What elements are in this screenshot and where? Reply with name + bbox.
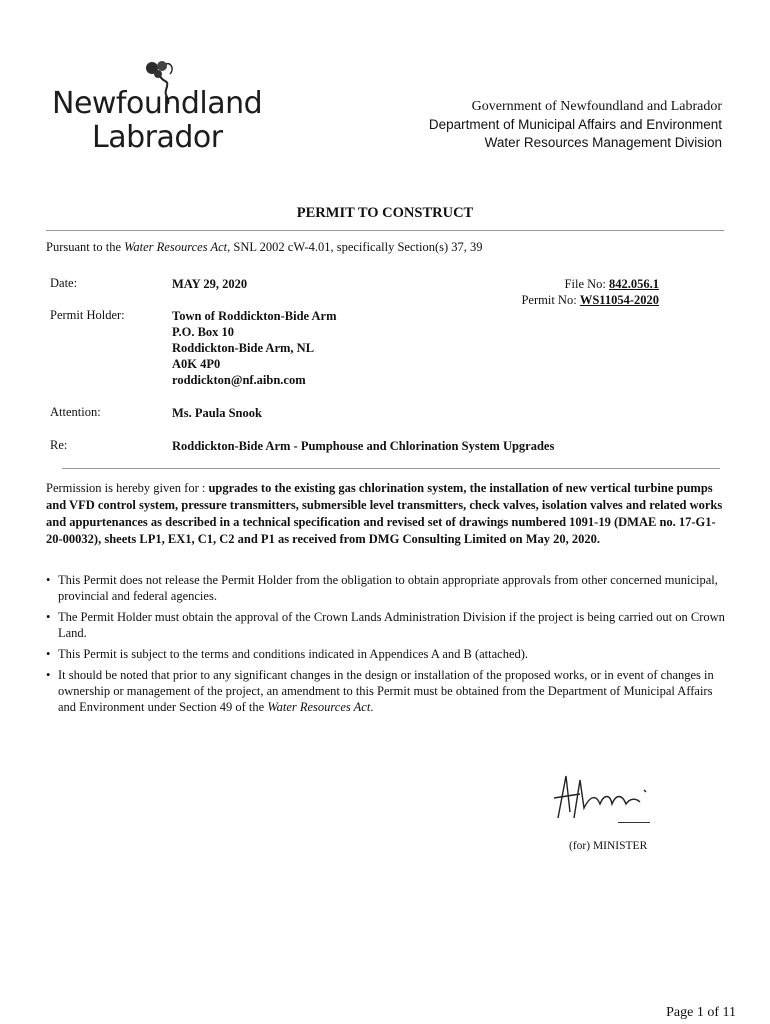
division-name: Water Resources Management Division [484,135,722,150]
bullet-icon: • [46,573,51,587]
permission-paragraph [46,480,726,548]
file-number-row [521,276,659,292]
condition-act-name: Water Resources Act [267,700,371,714]
permit-number-value: WS11054-2020 [579,293,659,307]
logo-text-labrador: Labrador [92,120,223,155]
holder-city: Roddickton-Bide Arm, NL [172,341,315,355]
holder-email: roddickton@nf.aibn.com [172,373,306,387]
bullet-icon: • [46,610,51,624]
department-name: Department of Municipal Affairs and Environment [428,117,722,132]
condition-item [46,609,726,641]
title-divider [46,230,724,231]
condition-item [46,572,726,604]
bullet-icon: • [46,668,51,682]
government-name: Government of Newfoundland and Labrador [471,99,722,114]
date-label: Date: [50,276,78,290]
condition-item [46,667,726,715]
file-permit-numbers [521,276,659,308]
condition-text: This Permit does not release the Permit Holder from the obligation to obtain appropriate approvals from other concerned municipal, provincial and federal agencies. [58,573,718,603]
re-value: Roddickton-Bide Arm - Pumphouse and Chlorination System Upgrades [172,439,555,453]
holder-name: Town of Roddickton-Bide Arm [172,309,337,323]
re-divider [62,468,720,469]
signature-caption: (for) MINISTER [569,840,648,852]
signature-underline [618,822,650,823]
condition-text: The Permit Holder must obtain the approval of the Crown Lands Administration Division if the project is being carried out on Crown Land. [58,610,725,640]
permit-holder-address [172,308,337,388]
permit-holder-label: Permit Holder: [50,308,125,322]
pursuant-prefix: Pursuant to the [46,240,125,254]
bullet-icon: • [46,647,51,661]
permission-body: upgrades to the existing gas chlorination system, the installation of new vertical turbine pumps and VFD control system, pressure transmitters, submersible level transmitters, check valves, isolation valves and related works and appurtenances as described in a technical specification and revised set of drawings numbered 1091-19 (DMAE no. 17-G1-20-00032), sheets LP1, EX1, C1, C2 and P1 as received from DMG Consulting Limited on May 20, 2020. [46,481,723,546]
conditions-list [46,572,726,720]
date-value: MAY 29, 2020 [172,277,248,291]
file-number-value: 842.056.1 [609,277,659,291]
re-label: Re: [50,438,68,452]
condition-text: This Permit is subject to the terms and conditions indicated in Appendices A and B (attached). [58,647,529,661]
newfoundland-labrador-logo [52,58,263,158]
file-number-label: File No: [564,277,606,291]
permit-number-row [521,292,659,308]
pursuant-statement [46,240,483,255]
holder-postal-code: A0K 4P0 [172,357,221,371]
permission-prefix: Permission is hereby given for : [46,481,209,495]
document-title: PERMIT TO CONSTRUCT [296,205,474,221]
attention-value: Ms. Paula Snook [172,406,262,420]
attention-label: Attention: [50,405,101,419]
permit-number-label: Permit No: [521,293,577,307]
pursuant-suffix: , SNL 2002 cW-4.01, specifically Section(s) 37, 39 [227,240,483,254]
holder-po-box: P.O. Box 10 [172,325,235,339]
condition-end: . [370,700,374,714]
letterhead [429,98,722,152]
page-number: Page 1 of 11 [666,1005,736,1020]
logo-text-newfoundland: Newfoundland [52,86,263,121]
condition-item [46,646,726,662]
minister-signature [540,768,660,824]
pursuant-act: Water Resources Act [124,240,228,254]
condition-text: It should be noted that prior to any significant changes in the design or installation of the proposed works, or in event of changes in ownership or management of the project, an amendment to this Permit must be obtained from the Department of Municipal Affairs and Environment under Section 49 of the [58,668,714,714]
